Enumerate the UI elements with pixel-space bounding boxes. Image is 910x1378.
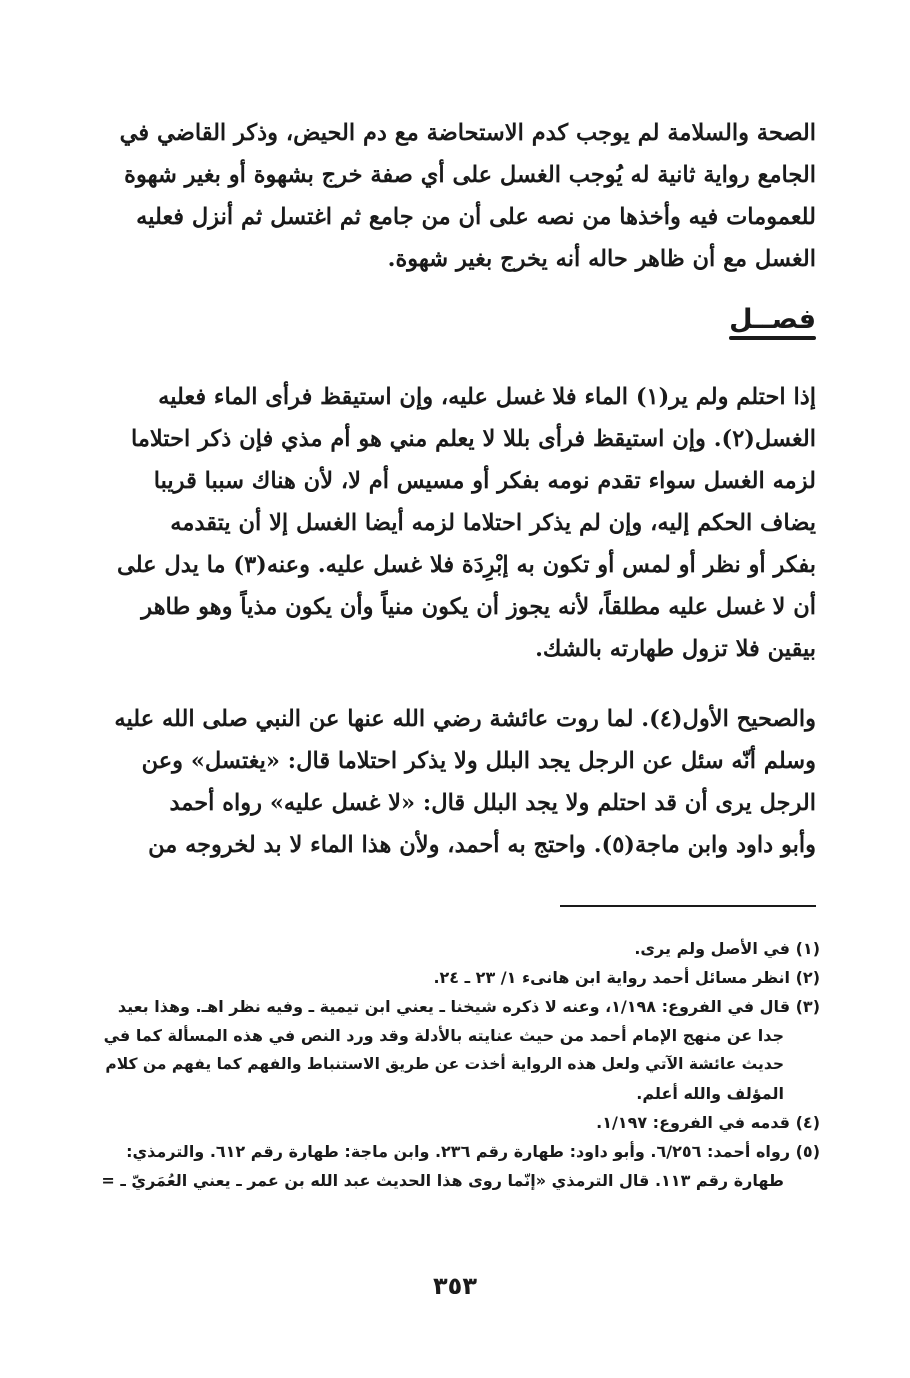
paragraph-2 xyxy=(96,376,816,670)
paragraph-3-line: وسلم أنّه سئل عن الرجل يجد البلل ولا يذكر احتلاما قال: «يغتسل» وعن xyxy=(141,748,816,774)
footnote-line: (٤) قدمه في الفروع: ١/١٩٧. xyxy=(596,1113,820,1132)
paragraph-3-line: وأبو داود وابن ماجة(٥). واحتج به أحمد، ولأن هذا الماء لا بد لخروجه من xyxy=(148,832,816,858)
paragraph-2-line: الغسل(٢). وإن استيقظ فرأى بللا لا يعلم مني هو أم مذي فإن ذكر احتلاما xyxy=(130,426,816,452)
paragraph-1 xyxy=(96,112,816,280)
section-heading xyxy=(729,300,816,340)
footnote-separator xyxy=(560,905,816,907)
paragraph-1-line: الغسل مع أن ظاهر حاله أنه يخرج بغير شهوة. xyxy=(387,246,816,272)
footnote-line: (١) في الأصل ولم يرى. xyxy=(634,939,820,958)
paragraph-1-line: الصحة والسلامة لم يوجب كدم الاستحاضة مع دم الحيض، وذكر القاضي في xyxy=(119,120,816,146)
footnotes xyxy=(96,934,820,1195)
paragraph-2-line: بفكر أو نظر أو لمس أو تكون به إبْرِدَة فلا غسل عليه. وعنه(٣) ما يدل على xyxy=(116,552,816,578)
paragraph-3 xyxy=(96,698,816,866)
page-number: ٣٥٣ xyxy=(433,1272,477,1300)
paragraph-2-line: إذا احتلم ولم ير(١) الماء فلا غسل عليه، وإن استيقظ فرأى الماء فعليه xyxy=(158,384,816,410)
footnote-line: طهارة رقم ١١٣. قال الترمذي «إنّما روى هذا الحديث عبد الله بن عمر ـ يعني العُمَريّ ـ = xyxy=(101,1171,784,1190)
paragraph-1-line: للعمومات فيه وأخذها من نصه على أن من جامع ثم اغتسل ثم أنزل فعليه xyxy=(136,204,816,230)
paragraph-3-line: الرجل يرى أن قد احتلم ولا يجد البلل قال: «لا غسل عليه» رواه أحمد xyxy=(169,790,816,816)
paragraph-1-line: الجامع رواية ثانية له يُوجب الغسل على أي صفة خرج بشهوة أو بغير شهوة xyxy=(124,162,816,188)
section-heading-text: فصــل xyxy=(729,304,816,335)
footnote-line: (٣) قال في الفروع: ١/١٩٨، وعنه لا ذكره شيخنا ـ يعني ابن تيمية ـ وفيه نظر اهـ. وهذا بعيد xyxy=(117,997,820,1016)
paragraph-2-line: بيقين فلا تزول طهارته بالشك. xyxy=(535,636,816,662)
paragraph-2-line: لزمه الغسل سواء تقدم نومه بفكر أو مسيس أم لا، لأن هناك سببا قريبا xyxy=(153,468,816,494)
paragraph-2-line: يضاف الحكم إليه، وإن لم يذكر احتلاما لزمه أيضا الغسل إلا أن يتقدمه xyxy=(170,510,816,536)
footnote-line: (٥) رواه أحمد: ٦/٢٥٦. وأبو داود: طهارة رقم ٢٣٦. وابن ماجة: طهارة رقم ٦١٢. والترمذي: xyxy=(126,1142,820,1161)
footnote-line: (٢) انظر مسائل أحمد رواية ابن هانىء ١/ ٢٣ ـ ٢٤. xyxy=(433,968,820,987)
footnote-line: حديث عائشة الآتي ولعل هذه الرواية أخذت عن طريق الاستنباط والفهم كما يفهم من كلام xyxy=(105,1055,784,1073)
section-heading-underline xyxy=(729,336,816,340)
footnote-line: جدا عن منهج الإمام أحمد من حيث عنايته بالأدلة وقد ورد النص في هذه المسألة كما في xyxy=(103,1026,784,1045)
paragraph-2-line: أن لا غسل عليه مطلقاً، لأنه يجوز أن يكون منياً وأن يكون مذياً وهو طاهر xyxy=(141,594,816,620)
footnote-line: المؤلف والله أعلم. xyxy=(636,1084,784,1103)
paragraph-3-line: والصحيح الأول(٤). لما روت عائشة رضي الله عنها عن النبي صلى الله عليه xyxy=(114,706,816,732)
